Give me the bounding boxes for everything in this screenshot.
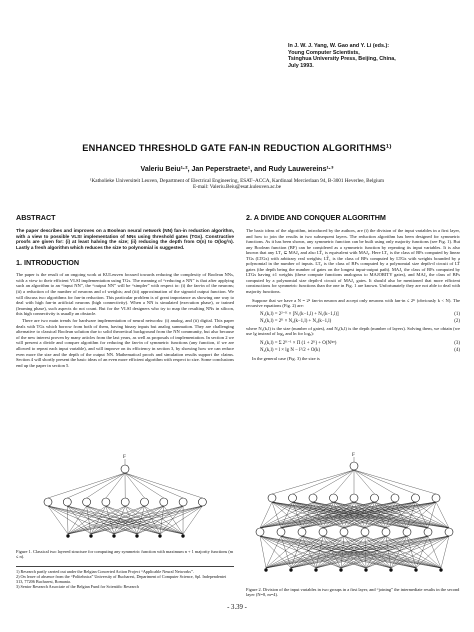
connection-line [125,473,183,498]
paragraph: There are two main trends for hardware implementation of neural networks: (i) analog, and (ii) digital. This paper deals with TGs which borrow from both of them, having binary inputs but analog summation. They are challenging alternative to classical Boolean solution due to solid theoretical background from the NN community, but also because of the new interest proven by many articles from the last years, as well as proposals of implementation. In section 2 we will present a divide and conquer algorithm for reducing the fan-in of symmetric functions (any function, if we are allowed to repeat each input variable), and will improve on its efficiency in section 3, by showing how we can reduce even more the size and the depth of the output NN. Mathematical proofs and simulation results support the claims. Section 4 will shortly present the basic ideas of an even more efficient algorithm with respect to size. Some conclusions end up the paper in section 5. [16,318,234,368]
output-label: F [123,455,126,460]
second-layer-neuron [432,494,440,502]
connection-line [87,473,125,498]
connection-line [125,473,202,498]
first-layer-neuron [424,528,432,536]
section-2-paragraph: The basic ideas of the algorithm, introduced by the authors, are (i) the division of the input variables in a first layer, and how to join the results in two subsequent layers. The reduction algorithm has been designed for symmetric functions. As it has been shown, any symmetric function can be built using only majority functions (see Fig. 1). But any Boolean function (BF) can be considered as a symmetric function by repeating its input variables. It is also known that any LT₁ ⊆ MAJ₂ and also LT̂₁ is equivalent with MAJ₂. Here LT₁ is the class of BFs computed by linear TGs (LTGs) with arbitrary real weights; LT̂₁ is the class of BFs computed by LTGs with weights bounded by a polynomial in the number of inputs. LT₂ is the class of BFs computed by a polynomial size depth-d circuit of LT̂ gates (the depth being the number of gates on the longest input-output path). MAJ₁ the class of BFs computed by LTGs having ±1 weights (these compute functions analogous to MAJORITY gates), and MAJ₂ the class of BFs computed by a polynomial size depth-d circuit of MAJ₁ gates. It should also be mentioned that more efficient constructions for symmetric functions than the one in Fig. 1 are known. Unfortunately they are not able to deal with majority functions. [246,228,460,295]
right-column [246,213,460,361]
input-node [136,535,139,538]
input-node [159,535,162,538]
affiliation [0,178,474,191]
hidden-neuron [179,498,187,506]
input-node [265,569,268,572]
connection-line [354,470,416,494]
connection-line [260,536,266,568]
second-layer-neuron [391,494,399,502]
output-neuron [121,465,129,473]
footnotes [16,569,234,589]
equation-2: N₂(k,l) = 2ᴷ × N₂(k−1,l) + N₂(k−1,l) (2) [260,318,460,324]
second-layer-neuron [350,494,358,502]
first-layer-neuron [382,528,390,536]
equation-4: N₂(k,l) = l × lg N − l²/2 + O(k) (4) [260,347,460,353]
input-node [290,569,293,572]
introduction-heading: 1. INTRODUCTION [16,258,80,268]
section-2-heading: 2. A DIVIDE AND CONQUER ALGORITHM [246,213,386,222]
connection-line [354,470,395,494]
hidden-neuron [198,498,206,506]
reference-line: Young Computer Scientists, [288,49,360,56]
abstract-heading: ABSTRACT [16,213,56,222]
second-layer-neuron [309,494,317,502]
input-node [67,535,70,538]
author-list: Valeriu Beiu¹·², Jan Peperstraete¹, and Rudy Lauwereins¹·³ [140,166,334,173]
connection-line [313,470,354,494]
connection-line [407,536,441,568]
paper-title: ENHANCED THRESHOLD GATE FAN-IN REDUCTION ALGORITHMS¹⁾ [82,143,392,153]
hidden-neuron [121,498,129,506]
paragraph: The paper is the result of an ongoing work at KULeuven focused towards reducing the complexity of Boolean NNs, with a view to their efficient VLSI implementation using TGs. The meaning of “reducing a NN” is that after applying such an algorithm to an “input NN”, the “output NN” will be “simpler” with respect to: (i) the fan-in of the neurons; (ii) a reduction of the number of neurons and of weights; and (iii) approximation of the sigmoid output function. We will discuss two algorithms for fan-in reduction. This particular problem is of great importance as showing one way to deal with high fan-in artificial neurons (high connectivity). When a NN is simulated (execution phase), or trained (learning phase), such aspects do not count. But for the VLSI designers who try to map the resulting NNs in silicon, this high connectivity is usually an obstacle. [16,272,234,317]
page-number: - 3.39 - [227,604,247,611]
first-layer-neuron [298,528,306,536]
first-layer-neuron [403,528,411,536]
second-layer-neuron [371,494,379,502]
reference-line: Tsinghua University Press, Beijing, China, [288,56,396,63]
connection-line [164,506,183,534]
connection-line [68,506,125,534]
hidden-neuron [63,498,71,506]
connection-line [365,536,366,568]
second-layer-neuron [268,494,276,502]
connection-line [48,473,125,498]
output-label: F [352,453,355,458]
first-layer-neuron [319,528,327,536]
input-node [340,569,343,572]
second-layer-neuron [330,494,338,502]
output-neuron [350,462,358,470]
first-layer-neuron [256,528,264,536]
connection-line [293,470,355,494]
connection-line [87,506,183,534]
section-2-paragraph: In the general case (Fig. 3) the size is [252,355,320,361]
affiliation-email: E-mail: Valeriu.Beiu@esat.kuleuven.ac.be [192,184,282,191]
input-node [182,535,185,538]
connection-line [281,536,416,568]
footnote: 3) Senior Research Associate of the Belgian Fund for Scientific Research [16,584,139,589]
equation-3: N₁(k,l) = Σ 2ᴷ⁻¹ × Π (1 + 2ᴷ) + O(Nˡᵍⁿ) (3) [260,340,460,346]
first-layer-neuron [445,528,453,536]
hidden-neuron [160,498,168,506]
connection-line [106,473,125,498]
connection-line [334,470,355,494]
first-layer-neuron [340,528,348,536]
footnote-divider [16,566,234,567]
figure-1-diagram [20,452,230,544]
hidden-neuron [102,498,110,506]
input-node [440,569,443,572]
reference-line: July 1993. [288,62,314,69]
input-node [113,535,116,538]
connection-line [125,473,145,498]
section-2-paragraph: Suppose that we have a N = 2ⁿ fan-in neuron and accept only neurons with fan-in ≤ 2ᴷ (obviously k < N). The recursive equations (Fig. 2) are: [246,297,460,309]
input-node [415,569,418,572]
hidden-neuron [141,498,149,506]
first-layer-neuron [277,528,285,536]
equation-1: N₁(k,l) = 2²⁻ᴷ × [N₁(k−1,l) + N₁(k−1,l)] (1) [260,311,460,317]
second-layer-neuron [289,494,297,502]
section-2-paragraph: where N₁(k,l) is the size (number of gates), and N₂(k,l) is the depth (number of layers). Solving them, we obtain (we use lg instead of log₂ and ln for logₑ): [246,325,460,337]
left-column [16,213,234,370]
connection-line [260,502,272,528]
figure-2-diagram [246,450,462,582]
figure-2-caption: Figure 2. Division of the input variables in two groups in a first layer, and “joining” the intermediate results in the second layer (N=8, m=4). [246,587,460,598]
input-node [365,569,368,572]
connection-line [391,536,428,568]
hidden-neuron [83,498,91,506]
connection-line [125,506,183,534]
affiliation-address: ¹Katholieke Universiteit Leuven, Department of Electrical Engineering, ESAT–ACCA, Kardinaal Mercierlaan 94, B-3001 Heverlee, Belgium [90,178,384,184]
first-layer-neuron [361,528,369,536]
input-node [315,569,318,572]
reference-line: In J. W. J. Yang, W. Gao and Y. Li (eds.): [288,43,390,49]
input-node [390,569,393,572]
hidden-neuron [44,498,52,506]
connection-line [354,470,436,494]
publication-reference [288,43,463,69]
connection-line [67,473,125,498]
connection-line [354,470,375,494]
connection-line [441,536,449,568]
input-node [90,535,93,538]
introduction-body [16,272,234,368]
connection-line [291,536,323,568]
abstract-text: The paper describes and improves on a Boolean neural network (NN) fan-in reduction algorithm, with a view to possible VLSI implementation of NNs using threshold gates (TGs). Constructive proofs are given for: (i) at least halving the size; (ii) reducing the depth from O(n) to O(log²n). Lastly a fresh algorithm which reduces the size to polynomial is suggested. [16,228,234,250]
connection-line [341,536,344,568]
footnote: 1) Research partly carried out under the Belgian Concerted Action Project “Applicable Neural Networks”. [16,569,194,574]
footnote: 2) On leave of absence from the “Politehnica” University of Bucharest, Department of Computer Science, Spl. Independentei 313, 77206 Bucharest, Romania. [16,574,227,584]
second-layer-neuron [412,494,420,502]
connection-line [272,470,354,494]
figure-1-caption: Figure 1. Classical two layered structure for computing any symmetric function with maximum n + 1 majority functions (m ≤ n). [16,549,234,560]
connection-line [125,473,164,498]
